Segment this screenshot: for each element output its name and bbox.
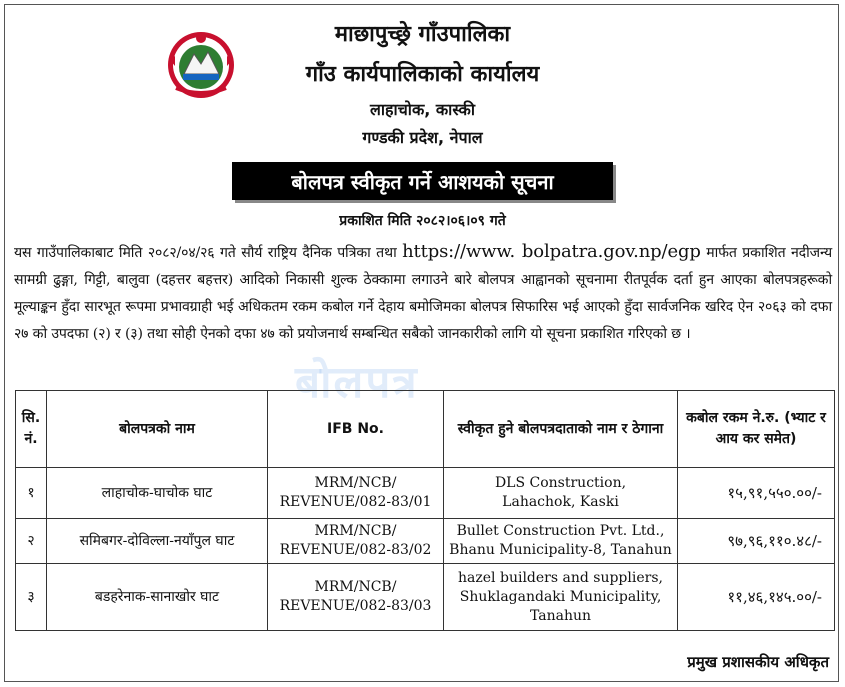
bidder-line: Lahachok, Kaski [502,494,619,510]
table-header-row [16,391,835,468]
header-ifb: IFB No. [268,391,444,468]
office-name: गाँउ कार्यपालिकाको कार्यालय [305,62,540,87]
municipality-name: माछापुच्छ्रे गाँउपालिका [334,22,511,47]
ifb-line: REVENUE/082-83/03 [279,598,432,614]
bolpatra-url-link[interactable]: https://www. bolpatra.gov.np/egp [402,241,701,262]
header-bid-name: बोलपत्रको नाम [47,391,268,468]
bidder-line: Bullet Construction Pvt. Ltd., [456,523,665,539]
cell-ifb [268,564,444,631]
cell-bidder [444,519,678,564]
header-sn: सि. नं. [16,391,47,468]
cell-sn: २ [16,519,47,564]
notice-body-part1: यस गाउँपालिकाबाट मिति २०८२/०४/२६ गते सौर्य राष्ट्रिय दैनिक पत्रिका तथा [14,245,403,261]
cell-ifb [268,519,444,564]
province-name: गण्डकी प्रदेश, नेपाल [362,128,483,147]
cell-bid-name: समिबगर-दोविल्ला-नयाँपुल घाट [47,519,268,564]
bid-table [15,390,835,631]
header-amount: कबोल रकम ने.रु. (भ्याट र आय कर समेत) [678,391,835,468]
table-row [16,468,835,519]
cell-bid-name: लाहाचोक-घाचोक घाट [47,468,268,519]
published-date: प्रकाशित मिति २०८२।०६।०९ गते [339,213,506,229]
bidder-line: Bhanu Municipality-8, Tanahun [449,542,672,558]
ifb-line: REVENUE/082-83/01 [279,494,432,510]
cell-amount: ९७,९६,११०.४८/- [678,519,835,564]
bidder-line: Tanahun [529,607,591,624]
watermark-text: बोलपत्र [295,357,419,408]
bidder-line: hazel builders and suppliers, [458,569,663,586]
table-row [16,519,835,564]
cell-amount: ११,४६,१४५.००/- [678,564,835,631]
signature-title: प्रमुख प्रशासकीय अधिकृत [687,653,829,671]
bidder-line: Shuklagandaki Municipality, [459,588,662,605]
notice-title: बोलपत्र स्वीकृत गर्ने आशयको सूचना [232,162,613,200]
cell-sn: १ [16,468,47,519]
cell-bidder [444,564,678,631]
table-row [16,564,835,631]
cell-ifb [268,468,444,519]
notice-body [14,238,832,348]
ifb-line: MRM/NCB/ [314,523,397,539]
cell-bid-name: बडहरेनाक-सानाखोर घाट [47,564,268,631]
office-address: लाहाचोक, कास्की [370,100,475,119]
cell-sn: ३ [16,564,47,631]
ifb-line: REVENUE/082-83/02 [279,542,432,558]
cell-amount: १५,९१,५५०.००/- [678,468,835,519]
notice-body-part2: मार्फत प्रकाशित नदीजन्य सामग्री ढुङ्गा, गिट्टी, बालुवा (दहत्तर बहत्तर) आदिको निकासी शुल्क ठेक्कामा लगाउने बारे बोलपत्र आह्वानको सूचनामा रीतपूर्वक दर्ता हुन आएका बोलपत्रहरूको मूल्याङ्कन हुँदा सारभूत रूपमा प्रभावग्राही भई अधिकतम रकम कबोल गर्ने देहाय बमोजिमका बोलपत्र सिफारिस भई आएको हुँदा सार्वजनिक खरिद ऐन २०६३ को दफा २७ को उपदफा (२) र (३) तथा सोही ऐनको दफा ४७ को प्रयोजनार्थ सम्बन्धित सबैको जानकारीको लागि यो सूचना प्रकाशित गरिएको छ । [14,245,832,342]
ifb-line: MRM/NCB/ [314,579,397,595]
cell-bidder [444,468,678,519]
header-bidder: स्वीकृत हुने बोलपत्रदाताको नाम र ठेगाना [444,391,678,468]
bidder-line: DLS Construction, [494,475,627,491]
ifb-line: MRM/NCB/ [314,475,397,491]
